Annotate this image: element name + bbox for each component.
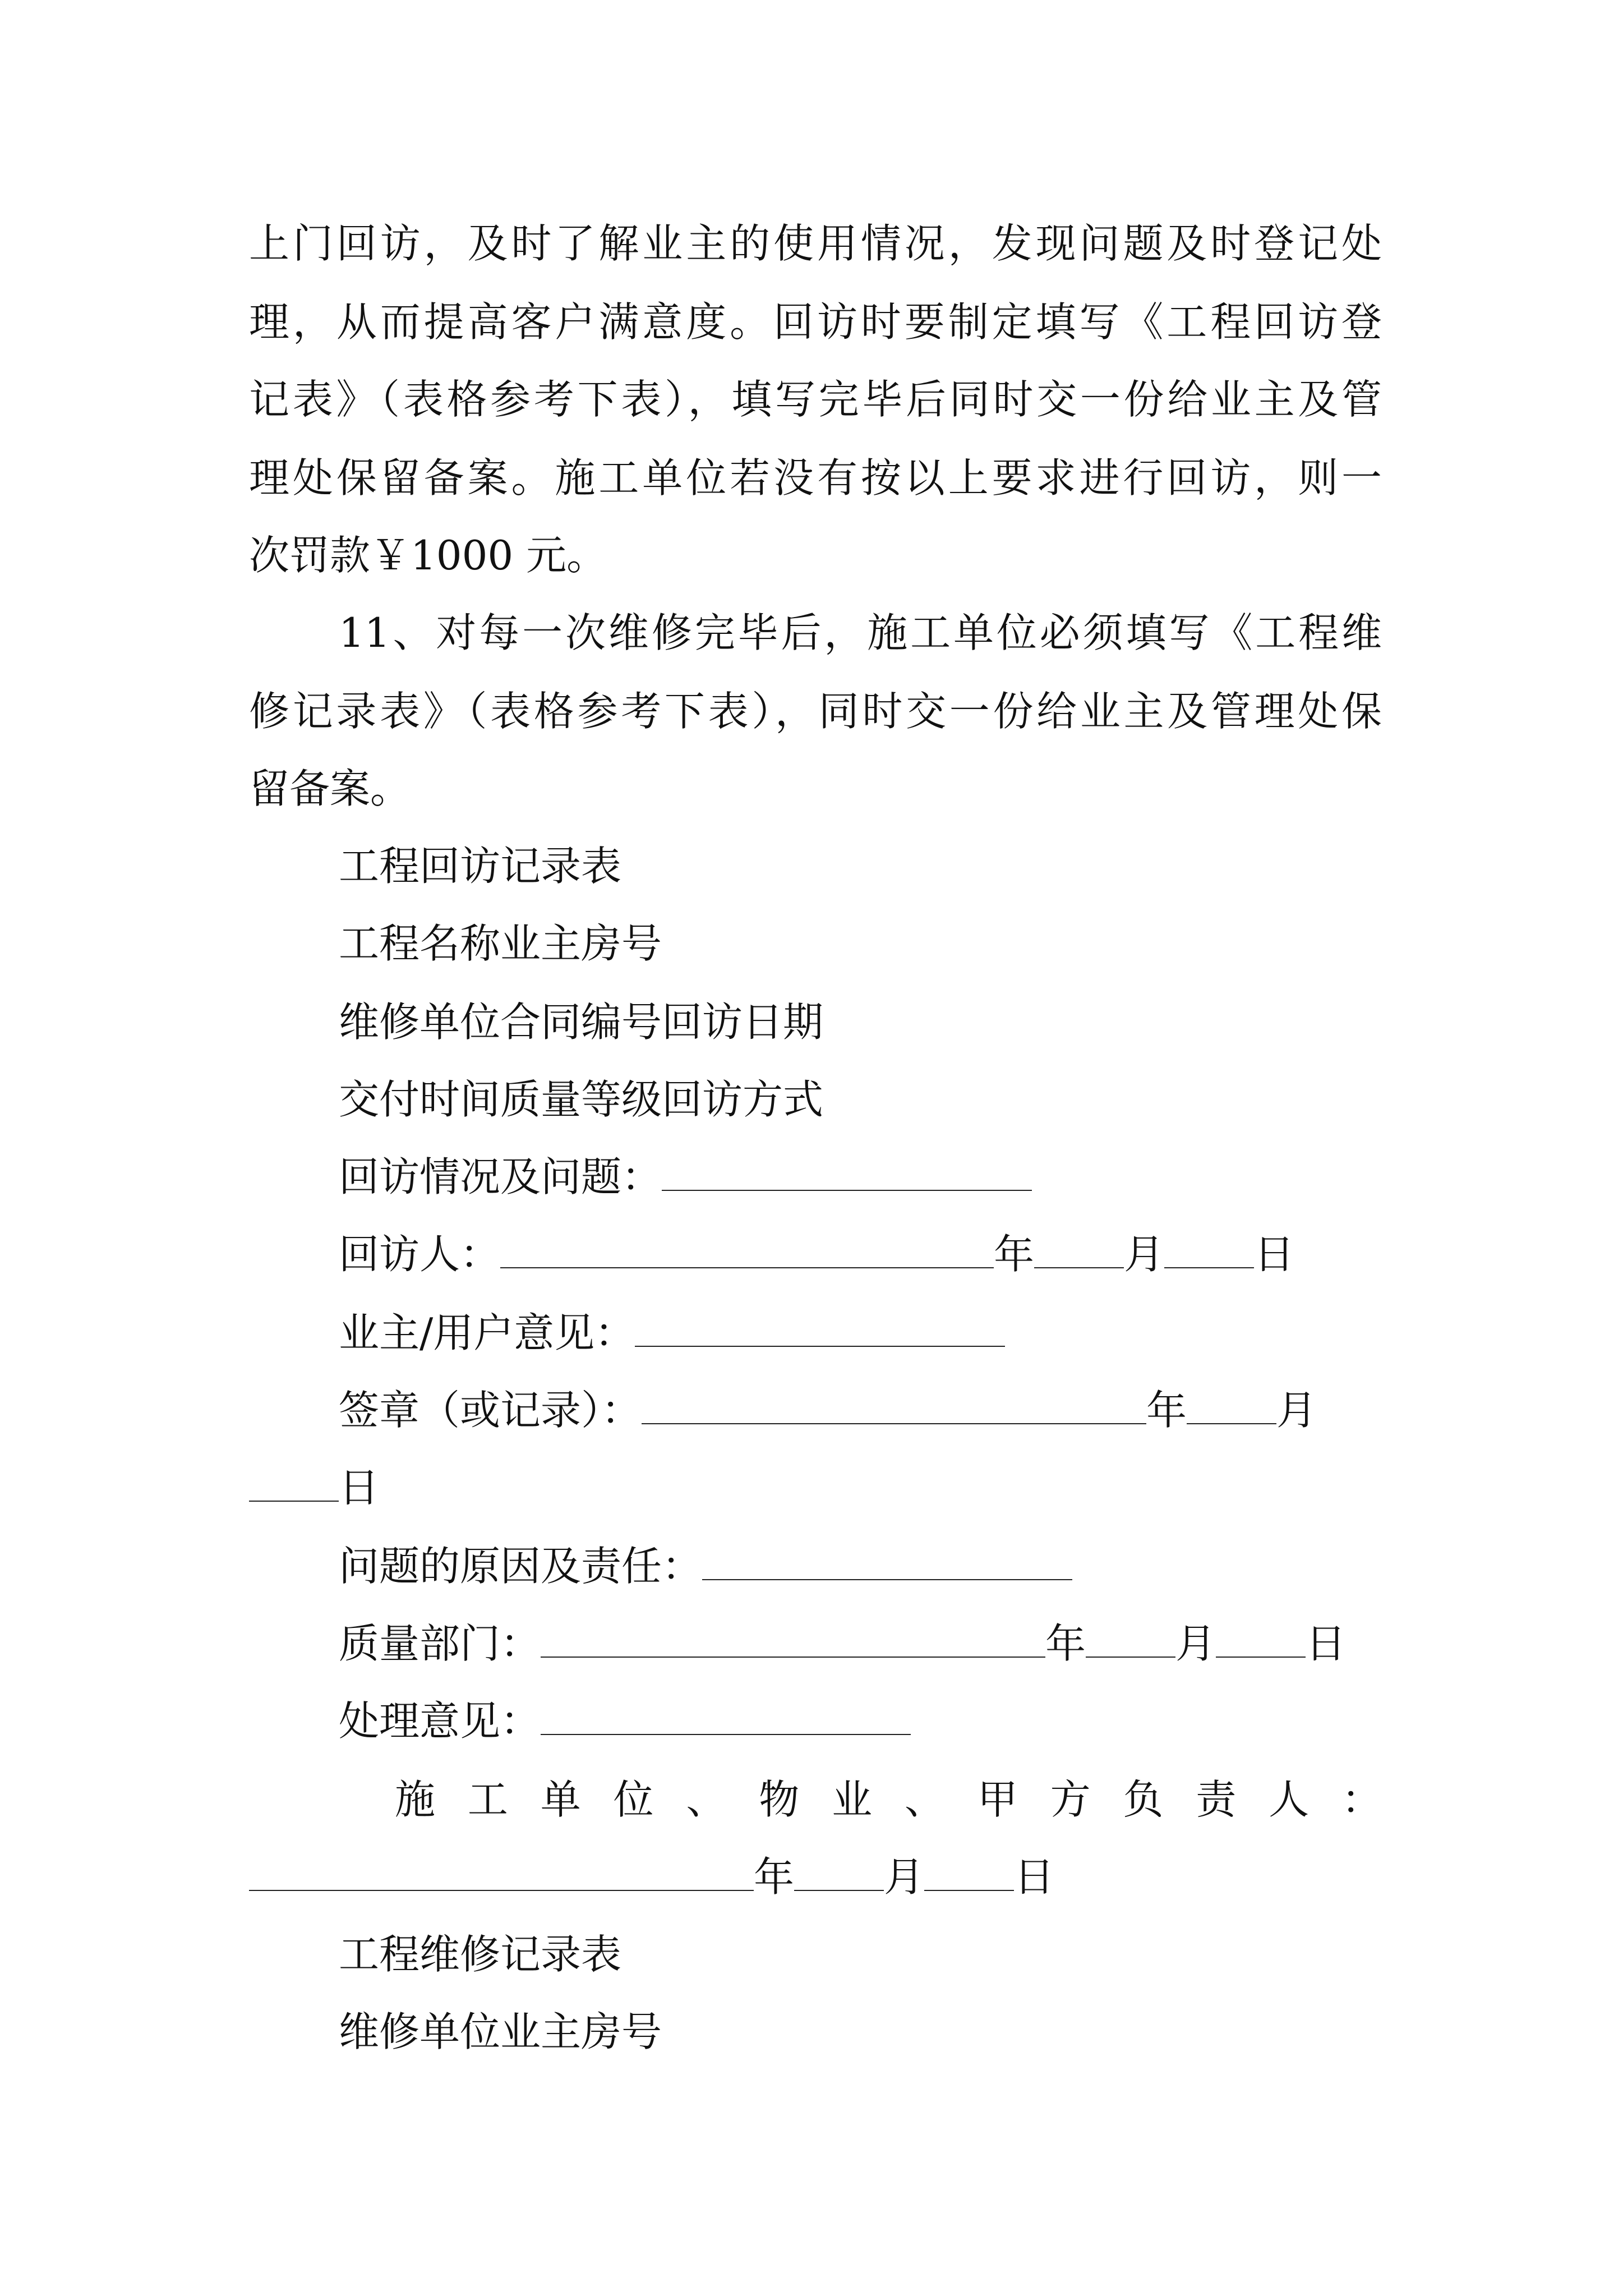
blank-line	[500, 1235, 994, 1268]
form-field-owner-opinion	[339, 1309, 1005, 1356]
form-title: 工程回访记录表	[339, 843, 622, 890]
blank-line	[541, 1624, 1045, 1658]
month-label: 月	[884, 1853, 925, 1901]
form-field-responsible: 施工单位、物业、甲方负责人：	[395, 1776, 1382, 1823]
blank-line	[1164, 1235, 1254, 1268]
field-label: 签章（或记录）：	[339, 1387, 642, 1434]
blank-line	[1086, 1624, 1175, 1658]
form-title: 工程维修记录表	[339, 1931, 622, 1978]
blank-line	[541, 1701, 911, 1735]
paragraph-line: 记表》（表格参考下表），填写完毕后同时交一份给业主及管	[249, 376, 1382, 423]
form-field-seal	[339, 1387, 1317, 1434]
paragraph-line: 理，从而提高客户满意度。回访时要制定填写《工程回访登	[249, 298, 1382, 346]
year-label: 年	[1146, 1387, 1187, 1434]
field-label: 问题的原因及责任：	[339, 1543, 703, 1590]
form-field-handling	[339, 1697, 911, 1745]
paragraph-line: 理处保留备案。施工单位若没有按以上要求进行回访，则一	[249, 454, 1382, 501]
blank-line	[1187, 1391, 1276, 1424]
blank-line	[702, 1547, 1072, 1580]
blank-line	[635, 1313, 1005, 1347]
day-label: 日	[1306, 1620, 1347, 1667]
year-label: 年	[994, 1231, 1035, 1278]
field-label: 质量部门：	[339, 1620, 541, 1667]
paragraph-line: 修记录表》（表格参考下表），同时交一份给业主及管理处保	[249, 688, 1382, 735]
day-label: 日	[1014, 1853, 1055, 1901]
form-row: 交付时间质量等级回访方式	[339, 1076, 824, 1123]
month-label: 月	[1175, 1620, 1216, 1667]
month-label: 月	[1124, 1231, 1165, 1278]
field-label: 回访人：	[339, 1231, 501, 1278]
form-row: 维修单位业主房号	[339, 2008, 662, 2055]
day-label: 日	[339, 1464, 380, 1511]
year-label: 年	[1045, 1620, 1086, 1667]
blank-line	[249, 1857, 754, 1891]
field-label: 回访情况及问题：	[339, 1153, 662, 1200]
form-field-visitor	[339, 1231, 1295, 1278]
paragraph-line: 11、对每一次维修完毕后，施工单位必须填写《工程维	[339, 609, 1382, 656]
year-label: 年	[754, 1853, 795, 1901]
form-field-quality-dept	[339, 1620, 1347, 1667]
form-field-seal-day	[249, 1464, 380, 1511]
blank-line	[642, 1391, 1146, 1424]
blank-line	[1216, 1624, 1306, 1658]
blank-line	[794, 1857, 884, 1891]
blank-line	[924, 1857, 1014, 1891]
day-label: 日	[1254, 1231, 1295, 1278]
field-label: 处理意见：	[339, 1697, 541, 1745]
form-field-responsible-date	[249, 1853, 1055, 1901]
form-row: 维修单位合同编号回访日期	[339, 999, 824, 1046]
field-label: 业主/用户意见：	[339, 1309, 635, 1356]
blank-line	[249, 1468, 339, 1502]
paragraph-line: 上门回访，及时了解业主的使用情况，发现问题及时登记处	[249, 220, 1382, 267]
form-row: 工程名称业主房号	[339, 920, 662, 967]
month-label: 月	[1276, 1387, 1317, 1434]
blank-line	[662, 1157, 1032, 1191]
paragraph-line: 留备案。	[249, 765, 411, 812]
form-field-situation	[339, 1153, 1032, 1200]
form-field-cause	[339, 1543, 1072, 1590]
blank-line	[1034, 1235, 1124, 1268]
paragraph-line: 次罚款￥1000 元。	[249, 532, 607, 579]
